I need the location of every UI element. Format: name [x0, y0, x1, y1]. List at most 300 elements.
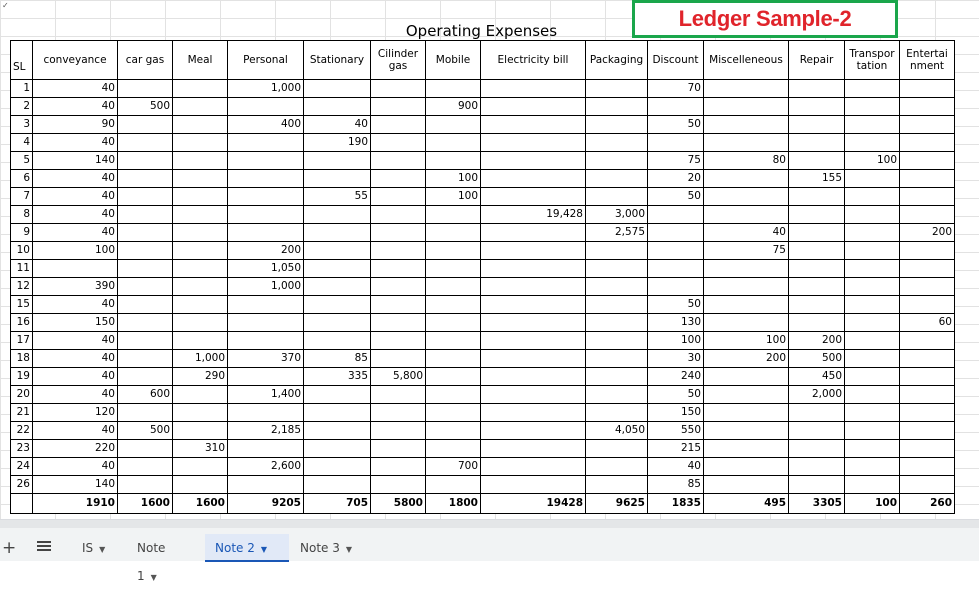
expense-cell[interactable] [173, 80, 228, 98]
expense-cell[interactable] [789, 296, 845, 314]
sheet-tab-note-2[interactable] [205, 534, 289, 562]
expense-cell[interactable] [900, 332, 955, 350]
expense-cell[interactable] [704, 98, 789, 116]
expense-cell[interactable] [845, 386, 900, 404]
expense-cell[interactable]: 700 [426, 458, 481, 476]
column-header[interactable]: conveyance [33, 41, 118, 80]
expense-cell[interactable] [481, 278, 586, 296]
serial-cell[interactable]: 2 [11, 98, 33, 116]
expense-cell[interactable]: 40 [33, 350, 118, 368]
expense-cell[interactable]: 140 [33, 476, 118, 494]
expense-cell[interactable]: 1,000 [173, 350, 228, 368]
add-sheet-button[interactable]: + [2, 538, 17, 558]
expense-cell[interactable] [173, 476, 228, 494]
expense-cell[interactable] [371, 404, 426, 422]
expense-cell[interactable] [173, 278, 228, 296]
serial-cell[interactable]: 23 [11, 440, 33, 458]
expense-cell[interactable] [900, 206, 955, 224]
all-sheets-menu-icon[interactable] [37, 541, 51, 551]
expense-cell[interactable] [704, 278, 789, 296]
expense-cell[interactable] [900, 170, 955, 188]
expense-cell[interactable] [426, 368, 481, 386]
expense-cell[interactable] [789, 224, 845, 242]
expense-cell[interactable] [304, 440, 371, 458]
total-cell[interactable]: 19428 [481, 494, 586, 514]
expense-cell[interactable] [228, 206, 304, 224]
expense-cell[interactable]: 500 [789, 350, 845, 368]
expense-cell[interactable] [118, 332, 173, 350]
expense-cell[interactable] [845, 134, 900, 152]
expense-cell[interactable] [118, 368, 173, 386]
expense-cell[interactable] [586, 116, 648, 134]
expense-cell[interactable] [648, 224, 704, 242]
expense-cell[interactable]: 290 [173, 368, 228, 386]
column-header[interactable]: Mobile [426, 41, 481, 80]
expense-cell[interactable] [845, 332, 900, 350]
expense-cell[interactable] [481, 224, 586, 242]
expense-cell[interactable]: 130 [648, 314, 704, 332]
expense-cell[interactable] [789, 188, 845, 206]
expense-cell[interactable] [371, 170, 426, 188]
expense-cell[interactable] [304, 80, 371, 98]
expense-cell[interactable] [789, 404, 845, 422]
column-header[interactable]: Discount [648, 41, 704, 80]
expense-cell[interactable] [304, 260, 371, 278]
expense-cell[interactable] [173, 386, 228, 404]
expense-cell[interactable]: 140 [33, 152, 118, 170]
expense-cell[interactable]: 100 [704, 332, 789, 350]
expense-cell[interactable] [173, 116, 228, 134]
expense-cell[interactable] [118, 314, 173, 332]
expense-cell[interactable]: 120 [33, 404, 118, 422]
expense-cell[interactable] [704, 440, 789, 458]
expense-cell[interactable] [371, 80, 426, 98]
expense-cell[interactable] [481, 368, 586, 386]
expense-cell[interactable] [704, 458, 789, 476]
expense-cell[interactable]: 390 [33, 278, 118, 296]
expense-cell[interactable]: 200 [704, 350, 789, 368]
expense-cell[interactable] [481, 314, 586, 332]
expense-cell[interactable] [481, 350, 586, 368]
expense-cell[interactable] [228, 332, 304, 350]
expense-cell[interactable] [481, 404, 586, 422]
expense-cell[interactable] [371, 134, 426, 152]
expense-cell[interactable] [845, 116, 900, 134]
column-header[interactable]: car gas [118, 41, 173, 80]
expense-cell[interactable]: 40 [33, 296, 118, 314]
expense-cell[interactable] [228, 134, 304, 152]
expense-cell[interactable] [704, 134, 789, 152]
serial-cell[interactable]: 5 [11, 152, 33, 170]
expense-cell[interactable] [426, 476, 481, 494]
column-header[interactable]: Meal [173, 41, 228, 80]
expense-cell[interactable] [228, 404, 304, 422]
expense-cell[interactable] [426, 404, 481, 422]
expense-cell[interactable] [704, 368, 789, 386]
expense-cell[interactable] [704, 206, 789, 224]
expense-cell[interactable] [586, 350, 648, 368]
expense-cell[interactable]: 215 [648, 440, 704, 458]
expense-cell[interactable] [173, 332, 228, 350]
expense-cell[interactable] [704, 188, 789, 206]
expense-cell[interactable]: 40 [304, 116, 371, 134]
expense-cell[interactable]: 335 [304, 368, 371, 386]
expense-cell[interactable] [228, 152, 304, 170]
expense-cell[interactable] [845, 80, 900, 98]
serial-cell[interactable]: 4 [11, 134, 33, 152]
expense-cell[interactable] [900, 476, 955, 494]
expense-cell[interactable] [371, 98, 426, 116]
expense-cell[interactable]: 190 [304, 134, 371, 152]
expense-cell[interactable] [900, 116, 955, 134]
expense-cell[interactable] [481, 134, 586, 152]
expense-cell[interactable] [648, 98, 704, 116]
expense-cell[interactable] [118, 152, 173, 170]
expense-cell[interactable] [789, 458, 845, 476]
expense-cell[interactable] [304, 170, 371, 188]
expense-cell[interactable]: 40 [33, 224, 118, 242]
expense-cell[interactable] [789, 476, 845, 494]
serial-cell[interactable]: 18 [11, 350, 33, 368]
expense-cell[interactable] [304, 206, 371, 224]
caret-down-icon[interactable]: ▼ [260, 545, 268, 554]
column-header[interactable]: Stationary [304, 41, 371, 80]
caret-down-icon[interactable]: ▼ [99, 545, 106, 554]
expense-cell[interactable] [228, 368, 304, 386]
expense-cell[interactable]: 75 [704, 242, 789, 260]
expense-cell[interactable] [845, 368, 900, 386]
total-cell[interactable]: 1600 [173, 494, 228, 514]
expense-cell[interactable] [586, 368, 648, 386]
expense-cell[interactable] [789, 314, 845, 332]
expense-cell[interactable] [586, 332, 648, 350]
total-cell[interactable]: 100 [845, 494, 900, 514]
total-cell[interactable]: 1800 [426, 494, 481, 514]
expense-cell[interactable] [118, 296, 173, 314]
expense-cell[interactable] [845, 224, 900, 242]
expense-cell[interactable] [845, 278, 900, 296]
expense-cell[interactable]: 1,000 [228, 80, 304, 98]
expense-cell[interactable] [173, 242, 228, 260]
expense-cell[interactable]: 600 [118, 386, 173, 404]
column-header[interactable]: Miscelleneous [704, 41, 789, 80]
expense-cell[interactable]: 85 [648, 476, 704, 494]
serial-cell[interactable]: 11 [11, 260, 33, 278]
expense-cell[interactable] [704, 296, 789, 314]
expense-cell[interactable] [228, 296, 304, 314]
expense-cell[interactable]: 150 [33, 314, 118, 332]
expense-cell[interactable]: 40 [33, 206, 118, 224]
expense-cell[interactable] [481, 98, 586, 116]
expense-cell[interactable] [845, 188, 900, 206]
horizontal-scrollbar[interactable] [0, 520, 979, 528]
expense-cell[interactable] [481, 332, 586, 350]
expense-cell[interactable]: 500 [118, 98, 173, 116]
expense-cell[interactable] [304, 314, 371, 332]
expense-cell[interactable] [304, 242, 371, 260]
expense-cell[interactable] [845, 170, 900, 188]
expense-cell[interactable] [426, 350, 481, 368]
expense-cell[interactable] [586, 278, 648, 296]
expense-cell[interactable] [304, 386, 371, 404]
expense-cell[interactable] [586, 458, 648, 476]
expense-cell[interactable]: 50 [648, 116, 704, 134]
expense-cell[interactable]: 2,575 [586, 224, 648, 242]
total-cell[interactable] [11, 494, 33, 514]
expense-cell[interactable] [371, 332, 426, 350]
expense-cell[interactable] [481, 170, 586, 188]
expense-cell[interactable] [118, 80, 173, 98]
expense-cell[interactable] [371, 206, 426, 224]
expense-cell[interactable] [228, 440, 304, 458]
expense-cell[interactable] [900, 134, 955, 152]
expense-cell[interactable] [900, 242, 955, 260]
expense-cell[interactable] [173, 314, 228, 332]
serial-cell[interactable]: 9 [11, 224, 33, 242]
expense-cell[interactable]: 70 [648, 80, 704, 98]
expense-cell[interactable] [173, 170, 228, 188]
expense-cell[interactable]: 60 [900, 314, 955, 332]
expense-cell[interactable]: 30 [648, 350, 704, 368]
expense-cell[interactable]: 2,000 [789, 386, 845, 404]
expense-cell[interactable]: 100 [648, 332, 704, 350]
serial-cell[interactable]: 6 [11, 170, 33, 188]
expense-cell[interactable] [481, 440, 586, 458]
expense-cell[interactable] [845, 314, 900, 332]
expense-cell[interactable]: 90 [33, 116, 118, 134]
expense-cell[interactable] [845, 242, 900, 260]
expense-cell[interactable] [789, 116, 845, 134]
expense-cell[interactable] [481, 476, 586, 494]
expense-cell[interactable] [586, 314, 648, 332]
expense-cell[interactable] [789, 152, 845, 170]
expense-cell[interactable] [426, 224, 481, 242]
expense-cell[interactable]: 100 [33, 242, 118, 260]
expense-cell[interactable] [704, 260, 789, 278]
expense-cell[interactable]: 100 [845, 152, 900, 170]
expense-cell[interactable]: 75 [648, 152, 704, 170]
expense-cell[interactable] [173, 224, 228, 242]
expense-cell[interactable] [481, 422, 586, 440]
expense-cell[interactable] [118, 476, 173, 494]
expense-cell[interactable] [789, 260, 845, 278]
expense-cell[interactable] [789, 422, 845, 440]
expense-cell[interactable] [704, 170, 789, 188]
expense-cell[interactable]: 550 [648, 422, 704, 440]
expense-cell[interactable]: 100 [426, 188, 481, 206]
expense-cell[interactable] [228, 476, 304, 494]
expense-cell[interactable] [304, 278, 371, 296]
expense-cell[interactable] [586, 170, 648, 188]
expense-cell[interactable] [304, 224, 371, 242]
expense-cell[interactable] [426, 152, 481, 170]
expense-cell[interactable] [304, 458, 371, 476]
expense-cell[interactable] [426, 422, 481, 440]
expense-cell[interactable] [586, 152, 648, 170]
expense-cell[interactable]: 20 [648, 170, 704, 188]
expense-cell[interactable]: 85 [304, 350, 371, 368]
total-cell[interactable]: 9625 [586, 494, 648, 514]
sheet-tab-note-1[interactable] [127, 534, 197, 583]
expense-cell[interactable] [845, 206, 900, 224]
expense-cell[interactable] [173, 296, 228, 314]
expense-cell[interactable] [426, 206, 481, 224]
expense-cell[interactable]: 40 [33, 188, 118, 206]
expense-cell[interactable] [173, 404, 228, 422]
serial-cell[interactable]: 1 [11, 80, 33, 98]
expense-cell[interactable]: 40 [33, 458, 118, 476]
sheet-tab-note-3[interactable] [290, 534, 362, 562]
expense-cell[interactable] [704, 314, 789, 332]
expense-cell[interactable]: 155 [789, 170, 845, 188]
expense-cell[interactable] [371, 296, 426, 314]
expense-cell[interactable] [789, 206, 845, 224]
expense-cell[interactable]: 40 [33, 80, 118, 98]
expense-cell[interactable]: 40 [33, 170, 118, 188]
expense-cell[interactable]: 40 [33, 386, 118, 404]
total-cell[interactable]: 9205 [228, 494, 304, 514]
expense-cell[interactable] [648, 206, 704, 224]
expense-cell[interactable] [900, 152, 955, 170]
expense-cell[interactable] [900, 386, 955, 404]
expense-cell[interactable]: 40 [33, 332, 118, 350]
expense-cell[interactable] [33, 260, 118, 278]
expense-cell[interactable] [426, 116, 481, 134]
expense-cell[interactable] [845, 422, 900, 440]
expense-cell[interactable] [426, 296, 481, 314]
expense-cell[interactable] [648, 260, 704, 278]
expense-cell[interactable] [900, 458, 955, 476]
expense-cell[interactable]: 310 [173, 440, 228, 458]
total-cell[interactable]: 1910 [33, 494, 118, 514]
total-cell[interactable]: 495 [704, 494, 789, 514]
expense-cell[interactable]: 900 [426, 98, 481, 116]
expense-cell[interactable] [426, 278, 481, 296]
expense-cell[interactable] [900, 404, 955, 422]
expense-cell[interactable] [371, 314, 426, 332]
expense-cell[interactable]: 50 [648, 386, 704, 404]
expense-cell[interactable] [371, 242, 426, 260]
expense-cell[interactable] [118, 458, 173, 476]
expense-cell[interactable] [481, 80, 586, 98]
serial-cell[interactable]: 20 [11, 386, 33, 404]
expense-cell[interactable] [481, 458, 586, 476]
expense-cell[interactable] [371, 260, 426, 278]
expense-cell[interactable] [304, 476, 371, 494]
expense-cell[interactable] [481, 116, 586, 134]
expense-cell[interactable]: 450 [789, 368, 845, 386]
expense-cell[interactable] [704, 422, 789, 440]
column-header[interactable]: SL [11, 41, 33, 80]
expense-cell[interactable] [586, 134, 648, 152]
expense-cell[interactable] [845, 440, 900, 458]
expense-cell[interactable] [371, 188, 426, 206]
column-header[interactable]: Personal [228, 41, 304, 80]
total-cell[interactable]: 1600 [118, 494, 173, 514]
expense-cell[interactable] [426, 260, 481, 278]
expense-cell[interactable] [426, 80, 481, 98]
expense-cell[interactable]: 240 [648, 368, 704, 386]
serial-cell[interactable]: 7 [11, 188, 33, 206]
expense-cell[interactable] [704, 404, 789, 422]
expense-cell[interactable] [789, 134, 845, 152]
expense-cell[interactable] [371, 386, 426, 404]
expense-cell[interactable] [481, 242, 586, 260]
expense-cell[interactable] [426, 134, 481, 152]
serial-cell[interactable]: 16 [11, 314, 33, 332]
expense-cell[interactable]: 40 [33, 98, 118, 116]
expense-cell[interactable]: 5,800 [371, 368, 426, 386]
expense-cell[interactable] [371, 224, 426, 242]
expense-cell[interactable]: 400 [228, 116, 304, 134]
expense-cell[interactable] [586, 242, 648, 260]
expense-cell[interactable] [173, 458, 228, 476]
expense-cell[interactable] [481, 296, 586, 314]
sheet-tab-is[interactable] [72, 534, 122, 562]
expense-cell[interactable] [118, 116, 173, 134]
expense-cell[interactable] [845, 350, 900, 368]
expense-cell[interactable]: 500 [118, 422, 173, 440]
expense-cell[interactable] [845, 260, 900, 278]
expense-cell[interactable] [704, 116, 789, 134]
column-header[interactable]: Entertai nment [900, 41, 955, 80]
expense-cell[interactable] [304, 152, 371, 170]
expense-cell[interactable]: 40 [33, 422, 118, 440]
column-header[interactable]: Electricity bill [481, 41, 586, 80]
expense-cell[interactable] [845, 476, 900, 494]
expense-cell[interactable] [304, 422, 371, 440]
expense-cell[interactable]: 370 [228, 350, 304, 368]
total-cell[interactable]: 1835 [648, 494, 704, 514]
serial-cell[interactable]: 12 [11, 278, 33, 296]
expense-cell[interactable] [371, 458, 426, 476]
expense-cell[interactable] [371, 476, 426, 494]
expense-cell[interactable] [586, 80, 648, 98]
expense-cell[interactable] [789, 242, 845, 260]
total-cell[interactable]: 3305 [789, 494, 845, 514]
caret-down-icon[interactable]: ▼ [345, 545, 353, 554]
expense-cell[interactable] [704, 386, 789, 404]
expense-cell[interactable]: 3,000 [586, 206, 648, 224]
expense-cell[interactable]: 2,185 [228, 422, 304, 440]
expense-cell[interactable] [789, 440, 845, 458]
expense-cell[interactable]: 40 [33, 134, 118, 152]
expense-cell[interactable] [845, 458, 900, 476]
expense-cell[interactable]: 1,400 [228, 386, 304, 404]
expense-cell[interactable] [228, 314, 304, 332]
expense-cell[interactable] [704, 80, 789, 98]
expense-cell[interactable] [900, 422, 955, 440]
column-header[interactable]: Packaging [586, 41, 648, 80]
expense-cell[interactable] [900, 278, 955, 296]
expense-cell[interactable] [118, 278, 173, 296]
expense-cell[interactable] [586, 476, 648, 494]
expense-cell[interactable] [900, 296, 955, 314]
expense-cell[interactable] [586, 440, 648, 458]
expense-cell[interactable] [304, 296, 371, 314]
expense-cell[interactable]: 200 [789, 332, 845, 350]
expense-cell[interactable] [173, 260, 228, 278]
expense-cell[interactable] [845, 98, 900, 116]
expense-cell[interactable] [648, 134, 704, 152]
expense-cell[interactable] [228, 188, 304, 206]
expense-cell[interactable] [371, 350, 426, 368]
expense-cell[interactable]: 19,428 [481, 206, 586, 224]
caret-down-icon[interactable]: ▼ [150, 573, 157, 582]
expense-cell[interactable]: 1,000 [228, 278, 304, 296]
expense-cell[interactable] [845, 296, 900, 314]
expense-cell[interactable] [900, 440, 955, 458]
